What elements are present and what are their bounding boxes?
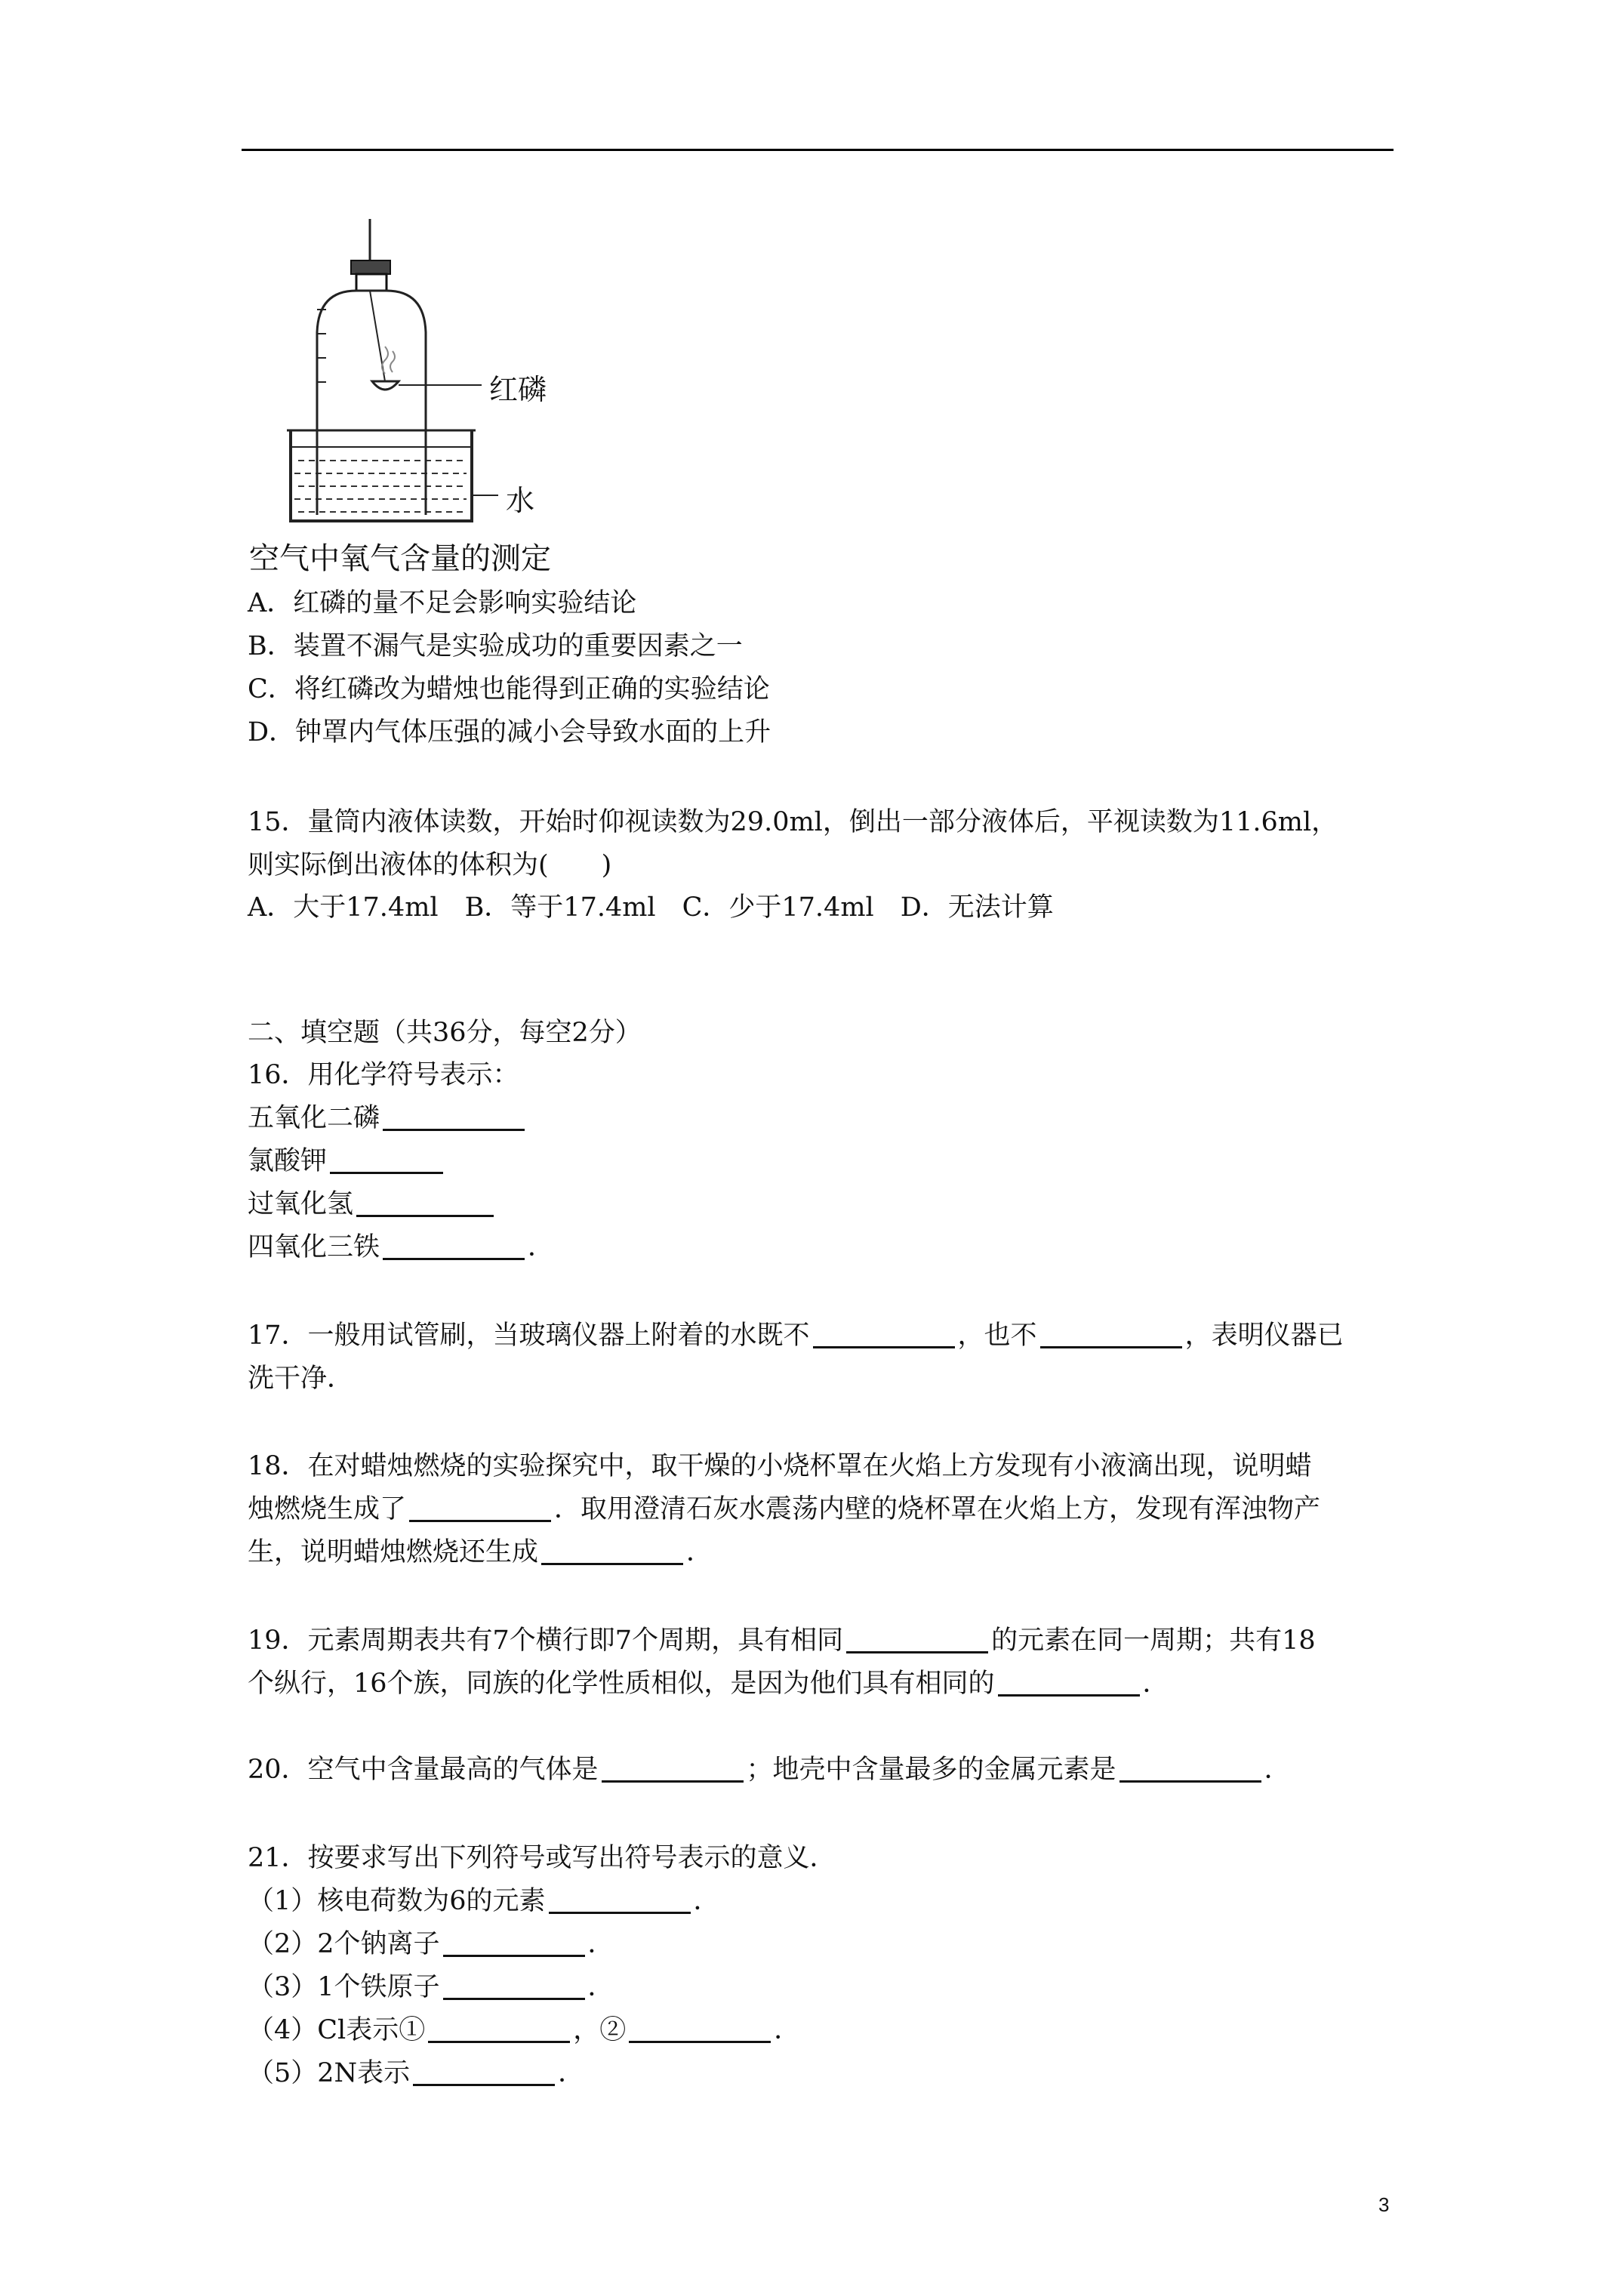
q14-option-d: D．钟罩内气体压强的减小会导致水面的上升: [248, 717, 771, 747]
q15-stem-line1: 15．量筒内液体读数，开始时仰视读数为29.0ml，倒出一部分液体后，平视读数为11.6ml，: [248, 807, 1338, 837]
q18-text: ．: [686, 1537, 713, 1567]
period: ．: [558, 2058, 585, 2088]
answer-blank[interactable]: [1119, 1755, 1261, 1783]
q19-text: 个纵行，16个族，同族的化学性质相似，是因为他们具有相同的: [248, 1669, 995, 1699]
header-rule: [242, 149, 1394, 151]
answer-blank[interactable]: [413, 2058, 555, 2086]
q18-line2: [248, 1491, 1320, 1527]
q20-text: ．: [1264, 1755, 1291, 1785]
q20-text: ；地壳中含量最多的金属元素是: [746, 1755, 1116, 1785]
q18-text: 烛燃烧生成了: [248, 1494, 407, 1524]
answer-blank[interactable]: [549, 1886, 691, 1914]
q20-text: 20．空气中含量最高的气体是: [248, 1755, 599, 1785]
answer-blank[interactable]: [998, 1669, 1140, 1697]
answer-blank[interactable]: [813, 1321, 955, 1348]
answer-blank[interactable]: [602, 1755, 744, 1783]
q21-text: （3）1个铁原子: [248, 1972, 440, 2002]
page-number: 3: [1378, 2193, 1390, 2216]
q20-line: [248, 1752, 1291, 1788]
q16-item-label: 五氧化二磷: [248, 1103, 380, 1133]
answer-blank[interactable]: [846, 1626, 988, 1653]
figure-caption: 空气中氧气含量的测定: [249, 541, 551, 576]
q19-text: ．: [1142, 1669, 1169, 1699]
q21-sub-3: [248, 1969, 614, 2005]
period: ．: [774, 2015, 801, 2045]
answer-blank[interactable]: [428, 2015, 570, 2043]
q16-item: [248, 1229, 554, 1265]
answer-blank[interactable]: [383, 1103, 525, 1131]
q19-line1: [248, 1623, 1316, 1659]
q17-line1: [248, 1318, 1344, 1354]
period: ．: [693, 1886, 720, 1916]
q21-sub-2: [248, 1926, 614, 1962]
answer-blank[interactable]: [443, 1929, 585, 1957]
answer-blank[interactable]: [330, 1146, 443, 1174]
q21-text: （2）2个钠离子: [248, 1929, 440, 1959]
period: ．: [528, 1232, 555, 1262]
label-water: 水: [506, 484, 535, 517]
q16-item-label: 氯酸钾: [248, 1146, 328, 1176]
q15-options: A．大于17.4ml B．等于17.4ml C．少于17.4ml D．无法计算: [248, 892, 1054, 923]
q16-item: [248, 1186, 497, 1222]
q14-option-a: A．红磷的量不足会影响实验结论: [248, 588, 637, 618]
q16-item: [248, 1143, 446, 1179]
q14-option-b: B．装置不漏气是实验成功的重要因素之一: [248, 631, 743, 661]
q17-text: ，也不: [957, 1321, 1037, 1351]
q16-stem: 16．用化学符号表示：: [248, 1060, 519, 1090]
answer-blank[interactable]: [629, 2015, 771, 2043]
q17-text: ，表明仪器已: [1184, 1321, 1344, 1351]
answer-blank[interactable]: [356, 1189, 494, 1217]
answer-blank[interactable]: [443, 1972, 585, 2000]
q18-line3: [248, 1534, 713, 1570]
answer-blank[interactable]: [383, 1232, 525, 1260]
q19-text: 19．元素周期表共有7个横行即7个周期，具有相同: [248, 1626, 844, 1656]
q19-text: 的元素在同一周期；共有18: [991, 1626, 1316, 1656]
q21-text: （5）2N表示: [248, 2058, 411, 2088]
answer-blank[interactable]: [409, 1494, 551, 1522]
q15-stem-line2: 则实际倒出液体的体积为( ): [248, 850, 612, 880]
q19-line2: [248, 1666, 1169, 1702]
period: ．: [587, 1929, 614, 1959]
q17-line2: 洗干净．: [248, 1364, 354, 1394]
q21-sub-5: [248, 2055, 584, 2091]
q21-sub-1: [248, 1883, 720, 1919]
q21-sub-4: [248, 2012, 800, 2048]
q17-text: 17．一般用试管刷，当玻璃仪器上附着的水既不: [248, 1321, 810, 1351]
q21-text: （1）核电荷数为6的元素: [248, 1886, 546, 1916]
q21-text: （4）Cl表示①: [248, 2015, 426, 2045]
label-red-phosphorus: 红磷: [489, 373, 547, 406]
q18-line1: 18．在对蜡烛燃烧的实验探究中，取干燥的小烧杯罩在火焰上方发现有小液滴出现，说明蜡: [248, 1451, 1312, 1481]
section-title: 二、填空题（共36分，每空2分）: [248, 1018, 642, 1048]
answer-blank[interactable]: [541, 1537, 683, 1565]
q21-text: ，②: [573, 2015, 627, 2045]
q16-item-label: 四氧化三铁: [248, 1232, 380, 1262]
q18-text: 生，说明蜡烛燃烧还生成: [248, 1537, 539, 1567]
answer-blank[interactable]: [1040, 1321, 1182, 1348]
q14-option-c: C．将红磷改为蜡烛也能得到正确的实验结论: [248, 674, 770, 704]
period: ．: [587, 1972, 614, 2002]
q21-stem: 21．按要求写出下列符号或写出符号表示的意义．: [248, 1843, 836, 1873]
q16-item-label: 过氧化氢: [248, 1189, 354, 1219]
q16-item: [248, 1100, 528, 1136]
q18-text: ．取用澄清石灰水震荡内壁的烧杯罩在火焰上方，发现有浑浊物产: [554, 1494, 1321, 1524]
